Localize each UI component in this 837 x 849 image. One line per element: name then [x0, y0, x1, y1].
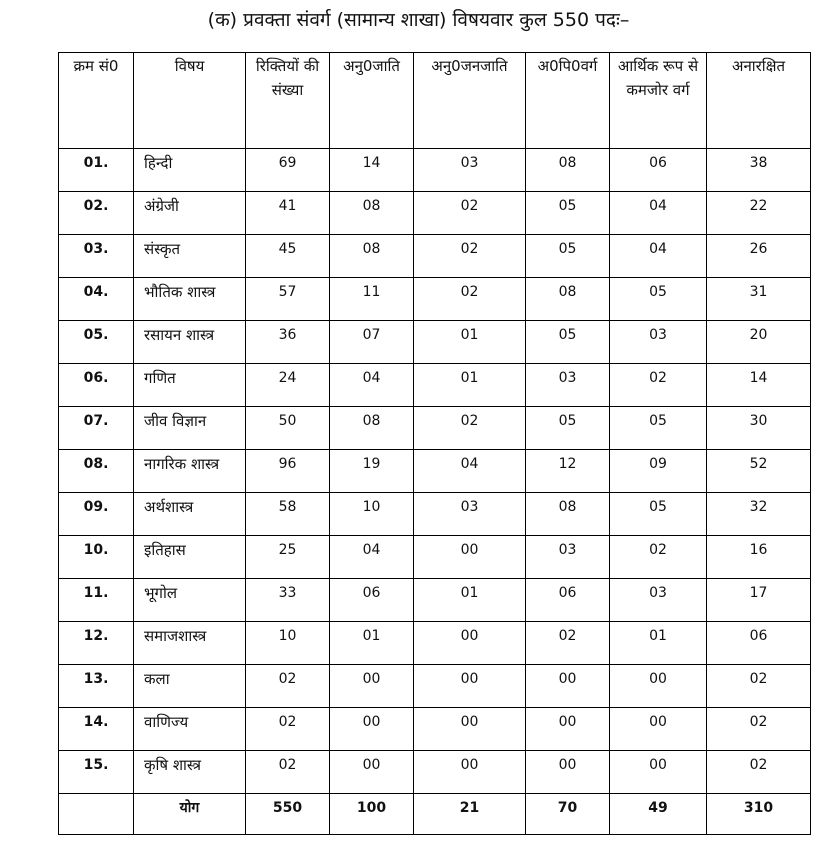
table-row	[59, 235, 811, 278]
cell-vacancies: 02	[246, 708, 330, 751]
cell-sc: 08	[330, 407, 414, 450]
cell-unreserved: 02	[707, 708, 811, 751]
cell-ews: 00	[610, 751, 707, 794]
cell-sc: 08	[330, 192, 414, 235]
cell-obc: 08	[526, 278, 610, 321]
header-ews: आर्थिक रूप से कमजोर वर्ग	[610, 53, 707, 149]
cell-unreserved: 22	[707, 192, 811, 235]
cell-subject: भौतिक शास्त्र	[134, 278, 246, 321]
cell-subject: जीव विज्ञान	[134, 407, 246, 450]
table-row	[59, 192, 811, 235]
cell-obc: 03	[526, 364, 610, 407]
cell-st: 02	[414, 278, 526, 321]
cell-unreserved: 32	[707, 493, 811, 536]
cell-sno: 09.	[59, 493, 134, 536]
cell-st: 01	[414, 321, 526, 364]
cell-subject: वाणिज्य	[134, 708, 246, 751]
table-row	[59, 493, 811, 536]
total-sc: 100	[330, 794, 414, 835]
header-st: अनु0जनजाति	[414, 53, 526, 149]
cell-st: 00	[414, 622, 526, 665]
table-row	[59, 751, 811, 794]
cell-sno: 05.	[59, 321, 134, 364]
cell-vacancies: 02	[246, 665, 330, 708]
cell-subject: हिन्दी	[134, 149, 246, 192]
cell-subject: कला	[134, 665, 246, 708]
cell-vacancies: 69	[246, 149, 330, 192]
cell-st: 03	[414, 149, 526, 192]
total-ews: 49	[610, 794, 707, 835]
cell-subject: समाजशास्त्र	[134, 622, 246, 665]
table-row	[59, 407, 811, 450]
cell-ews: 03	[610, 579, 707, 622]
cell-subject: कृषि शास्त्र	[134, 751, 246, 794]
cell-unreserved: 14	[707, 364, 811, 407]
cell-vacancies: 45	[246, 235, 330, 278]
total-sno-cell	[59, 794, 134, 835]
cell-subject: अर्थशास्त्र	[134, 493, 246, 536]
cell-vacancies: 02	[246, 751, 330, 794]
cell-sno: 14.	[59, 708, 134, 751]
cell-vacancies: 33	[246, 579, 330, 622]
cell-unreserved: 17	[707, 579, 811, 622]
cell-sno: 08.	[59, 450, 134, 493]
cell-obc: 05	[526, 192, 610, 235]
cell-sno: 07.	[59, 407, 134, 450]
cell-unreserved: 06	[707, 622, 811, 665]
cell-subject: इतिहास	[134, 536, 246, 579]
cell-unreserved: 02	[707, 665, 811, 708]
cell-sno: 13.	[59, 665, 134, 708]
cell-vacancies: 24	[246, 364, 330, 407]
cell-unreserved: 20	[707, 321, 811, 364]
cell-subject: रसायन शास्त्र	[134, 321, 246, 364]
cell-sno: 04.	[59, 278, 134, 321]
table-row	[59, 450, 811, 493]
cell-subject: भूगोल	[134, 579, 246, 622]
cell-vacancies: 57	[246, 278, 330, 321]
header-vacancies: रिक्तियों की संख्या	[246, 53, 330, 149]
cell-ews: 05	[610, 407, 707, 450]
table-row	[59, 708, 811, 751]
cell-ews: 02	[610, 536, 707, 579]
cell-st: 00	[414, 751, 526, 794]
cell-st: 02	[414, 192, 526, 235]
header-subject: विषय	[134, 53, 246, 149]
cell-subject: गणित	[134, 364, 246, 407]
table-row	[59, 579, 811, 622]
cell-sc: 00	[330, 751, 414, 794]
cell-ews: 04	[610, 192, 707, 235]
total-vacancies: 550	[246, 794, 330, 835]
cell-obc: 05	[526, 407, 610, 450]
cell-st: 03	[414, 493, 526, 536]
cell-obc: 05	[526, 235, 610, 278]
cell-sc: 14	[330, 149, 414, 192]
cell-vacancies: 58	[246, 493, 330, 536]
cell-sno: 10.	[59, 536, 134, 579]
cell-obc: 00	[526, 708, 610, 751]
vacancy-table	[58, 52, 811, 835]
cell-obc: 05	[526, 321, 610, 364]
cell-ews: 03	[610, 321, 707, 364]
cell-ews: 05	[610, 493, 707, 536]
cell-sno: 06.	[59, 364, 134, 407]
cell-sc: 00	[330, 708, 414, 751]
cell-st: 00	[414, 536, 526, 579]
cell-obc: 06	[526, 579, 610, 622]
cell-ews: 01	[610, 622, 707, 665]
cell-unreserved: 30	[707, 407, 811, 450]
table-row	[59, 536, 811, 579]
cell-ews: 09	[610, 450, 707, 493]
cell-ews: 00	[610, 665, 707, 708]
total-unreserved: 310	[707, 794, 811, 835]
table-row	[59, 278, 811, 321]
cell-sc: 19	[330, 450, 414, 493]
cell-obc: 08	[526, 493, 610, 536]
header-sno: क्रम सं0	[59, 53, 134, 149]
table-row	[59, 622, 811, 665]
header-obc: अ0पि0वर्ग	[526, 53, 610, 149]
table-row	[59, 364, 811, 407]
cell-ews: 04	[610, 235, 707, 278]
cell-st: 02	[414, 407, 526, 450]
total-obc: 70	[526, 794, 610, 835]
cell-sno: 15.	[59, 751, 134, 794]
cell-st: 00	[414, 665, 526, 708]
cell-sc: 01	[330, 622, 414, 665]
cell-unreserved: 52	[707, 450, 811, 493]
cell-obc: 00	[526, 665, 610, 708]
cell-sc: 10	[330, 493, 414, 536]
cell-vacancies: 10	[246, 622, 330, 665]
cell-vacancies: 36	[246, 321, 330, 364]
cell-unreserved: 38	[707, 149, 811, 192]
table-body	[59, 149, 811, 794]
header-sc: अनु0जाति	[330, 53, 414, 149]
cell-sc: 06	[330, 579, 414, 622]
cell-unreserved: 16	[707, 536, 811, 579]
cell-subject: नागरिक शास्त्र	[134, 450, 246, 493]
cell-sno: 03.	[59, 235, 134, 278]
cell-sc: 08	[330, 235, 414, 278]
cell-sno: 02.	[59, 192, 134, 235]
cell-vacancies: 41	[246, 192, 330, 235]
cell-ews: 05	[610, 278, 707, 321]
cell-sno: 01.	[59, 149, 134, 192]
total-row	[59, 794, 811, 835]
cell-vacancies: 50	[246, 407, 330, 450]
cell-st: 02	[414, 235, 526, 278]
total-st: 21	[414, 794, 526, 835]
header-unreserved: अनारक्षित	[707, 53, 811, 149]
cell-st: 01	[414, 364, 526, 407]
cell-st: 01	[414, 579, 526, 622]
total-label: योग	[134, 794, 246, 835]
cell-sc: 04	[330, 536, 414, 579]
cell-sc: 00	[330, 665, 414, 708]
table-row	[59, 665, 811, 708]
cell-ews: 02	[610, 364, 707, 407]
cell-subject: संस्कृत	[134, 235, 246, 278]
document-title: (क) प्रवक्ता संवर्ग (सामान्य शाखा) विषयवार कुल 550 पदः–	[207, 9, 630, 31]
cell-obc: 08	[526, 149, 610, 192]
cell-st: 00	[414, 708, 526, 751]
cell-sc: 11	[330, 278, 414, 321]
cell-vacancies: 96	[246, 450, 330, 493]
table-row	[59, 149, 811, 192]
cell-vacancies: 25	[246, 536, 330, 579]
cell-ews: 06	[610, 149, 707, 192]
cell-obc: 00	[526, 751, 610, 794]
cell-obc: 03	[526, 536, 610, 579]
cell-obc: 12	[526, 450, 610, 493]
cell-obc: 02	[526, 622, 610, 665]
cell-subject: अंग्रेजी	[134, 192, 246, 235]
cell-unreserved: 31	[707, 278, 811, 321]
cell-st: 04	[414, 450, 526, 493]
cell-unreserved: 02	[707, 751, 811, 794]
cell-sc: 04	[330, 364, 414, 407]
cell-unreserved: 26	[707, 235, 811, 278]
cell-sno: 11.	[59, 579, 134, 622]
table-header-row	[59, 53, 811, 149]
table-row	[59, 321, 811, 364]
cell-sc: 07	[330, 321, 414, 364]
cell-sno: 12.	[59, 622, 134, 665]
cell-ews: 00	[610, 708, 707, 751]
